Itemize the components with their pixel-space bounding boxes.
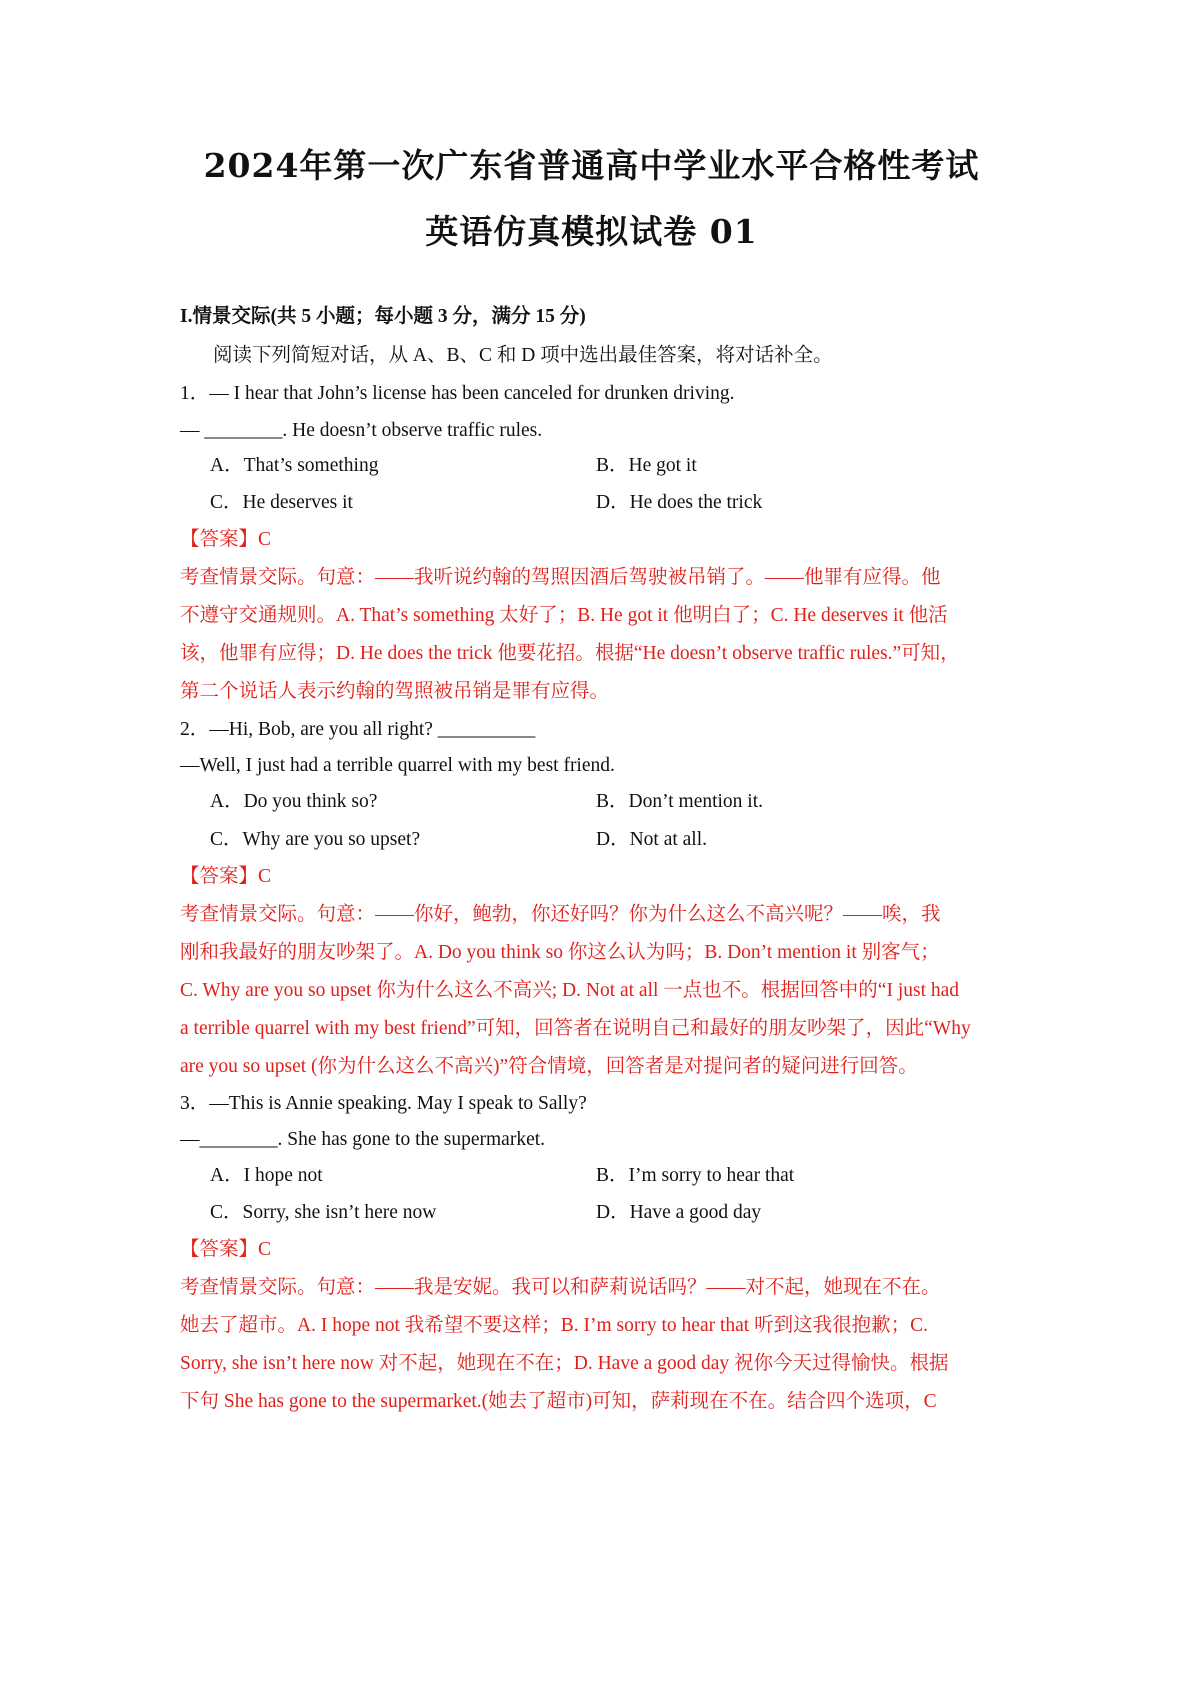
- document-subtitle: 英语仿真模拟试卷 01: [425, 212, 758, 251]
- question-1-explanation-line: 考查情景交际。句意：——我听说约翰的驾照因酒后驾驶被吊销了。——他罪有应得。他: [180, 567, 941, 588]
- question-3-stem: 3．—This is Annie speaking. May I speak to Sally?: [180, 1093, 587, 1114]
- question-2-option-c: C．Why are you so upset?: [210, 829, 421, 850]
- question-3-option-d: D．Have a good day: [596, 1202, 762, 1223]
- question-2-response: —Well, I just had a terrible quarrel with my best friend.: [180, 755, 615, 776]
- question-2-explanation-line: 考查情景交际。句意：——你好，鲍勃，你还好吗？你为什么这么不高兴呢？——唉，我: [180, 904, 941, 925]
- question-1-response: — ________. He doesn’t observe traffic rules.: [180, 420, 543, 441]
- question-1-explanation-line: 第二个说话人表示约翰的驾照被吊销是罪有应得。: [180, 681, 610, 702]
- question-2-option-d: D．Not at all.: [596, 829, 708, 850]
- question-2-explanation-line: are you so upset (你为什么这么不高兴)”符合情境，回答者是对提问者的疑问进行回答。: [180, 1056, 918, 1077]
- question-2-explanation-line: C. Why are you so upset 你为什么这么不高兴; D. Not at all 一点也不。根据回答中的“I just had: [180, 980, 960, 1001]
- question-2-answer: 【答案】C: [180, 866, 272, 887]
- question-2-option-b: B．Don’t mention it.: [596, 791, 764, 812]
- question-1-explanation-line: 不遵守交通规则。A. That’s something 太好了；B. He got it 他明白了；C. He deserves it 他活: [180, 605, 948, 626]
- document-title: 2024年第一次广东省普通高中学业水平合格性考试: [203, 146, 980, 185]
- question-3-option-a: A．I hope not: [210, 1165, 323, 1186]
- section-heading: I.情景交际(共 5 小题；每小题 3 分，满分 15 分): [180, 306, 586, 327]
- question-3-answer: 【答案】C: [180, 1239, 272, 1260]
- question-1-explanation-line: 该，他罪有应得；D. He does the trick 他要花招。根据“He doesn’t observe traffic rules.”可知，: [180, 643, 960, 664]
- question-1-option-a: A．That’s something: [210, 455, 379, 476]
- question-1-option-b: B．He got it: [596, 455, 697, 476]
- question-3-explanation-line: 考查情景交际。句意：——我是安妮。我可以和萨莉说话吗？——对不起，她现在不在。: [180, 1277, 941, 1298]
- question-3-option-b: B．I’m sorry to hear that: [596, 1165, 795, 1186]
- question-2-explanation-line: a terrible quarrel with my best friend”可知，回答者在说明自己和最好的朋友吵架了，因此“Why: [180, 1018, 971, 1039]
- question-1-stem: 1．— I hear that John’s license has been canceled for drunken driving.: [180, 383, 735, 404]
- question-2-option-a: A．Do you think so?: [210, 791, 378, 812]
- question-3-explanation-line: Sorry, she isn’t here now 对不起，她现在不在；D. Have a good day 祝你今天过得愉快。根据: [180, 1353, 949, 1374]
- question-3-response: —________. She has gone to the supermarket.: [180, 1129, 546, 1150]
- question-2-explanation-line: 刚和我最好的朋友吵架了。A. Do you think so 你这么认为吗；B. Don’t mention it 别客气；: [180, 942, 940, 963]
- instructions: 阅读下列简短对话，从 A、B、C 和 D 项中选出最佳答案，将对话补全。: [213, 345, 833, 366]
- question-3-explanation-line: 下句 She has gone to the supermarket.(她去了超市)可知，萨莉现在不在。结合四个选项，C: [180, 1391, 937, 1412]
- question-3-explanation-line: 她去了超市。A. I hope not 我希望不要这样；B. I’m sorry to hear that 听到这我很抱歉；C.: [180, 1315, 928, 1336]
- question-1-answer: 【答案】C: [180, 529, 272, 550]
- question-1-option-c: C．He deserves it: [210, 492, 353, 513]
- question-1-option-d: D．He does the trick: [596, 492, 763, 513]
- question-3-option-c: C．Sorry, she isn’t here now: [210, 1202, 437, 1223]
- question-2-stem: 2．—Hi, Bob, are you all right? __________: [180, 719, 536, 740]
